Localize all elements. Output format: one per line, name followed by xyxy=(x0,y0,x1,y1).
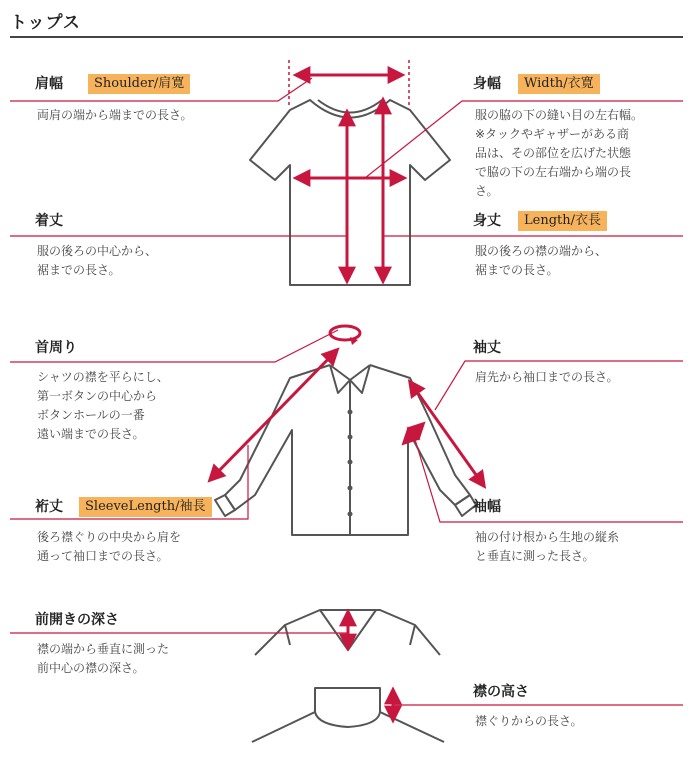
collar-height-desc-line: 襟ぐりからの長さ。 xyxy=(475,714,583,728)
shoulder-tag: Shoulder/肩寛 xyxy=(88,74,190,94)
sleeve-width-label: 袖幅 xyxy=(473,499,501,515)
section-title: トップス xyxy=(10,13,81,33)
neck-desc-line: シャツの襟を平らにし、 xyxy=(37,370,169,384)
tshirt-arrows xyxy=(289,60,409,281)
width-desc-line: ※タックやギャザーがある商 xyxy=(475,127,630,141)
yuki-desc-line: 通って袖口までの長さ。 xyxy=(37,549,169,563)
neck-desc-line: 遠い端までの長さ。 xyxy=(37,427,145,441)
shirt-arrows xyxy=(210,350,484,486)
sleeve-length-arrow xyxy=(410,382,484,486)
collar-height-label: 襟の高さ xyxy=(473,684,529,700)
sleeve-length-label: 袖丈 xyxy=(473,340,501,356)
body-length-label: 身丈 xyxy=(473,213,501,229)
shirt-illustration xyxy=(215,365,476,535)
sleeve-width-leader xyxy=(414,436,683,522)
sleeve-width-desc-line: 袖の付け根から生地の縦糸 xyxy=(475,530,620,544)
front-depth-desc-line: 襟の端から垂直に測った xyxy=(37,642,170,656)
width-tag: Width/衣寛 xyxy=(518,74,600,94)
yuki-tag: SleeveLength/袖長 xyxy=(79,497,212,517)
width-desc-line: で脇の下の左右端から端の長 xyxy=(475,165,632,179)
tshirt-illustration xyxy=(250,100,450,285)
total-length-label: 着丈 xyxy=(35,213,63,229)
width-label: 身幅 xyxy=(473,76,501,92)
sleeve-width-desc-line: と垂直に測った長さ。 xyxy=(475,549,595,563)
collar-illustration xyxy=(252,688,444,742)
yuki-label: 裄丈 xyxy=(35,499,63,515)
width-desc-line: 服の脇の下の縫い目の左右幅。 xyxy=(475,108,644,122)
front-depth-desc-line: 前中心の襟の深さ。 xyxy=(37,661,145,675)
shoulder-desc-line: 両肩の端から端までの長さ。 xyxy=(37,108,193,122)
body-length-desc-line: 裾までの長さ。 xyxy=(475,263,559,277)
neck-desc-line: 第一ボタンの中心から xyxy=(37,389,158,403)
neck-loop-arrow xyxy=(330,326,360,340)
total-length-desc-line: 裾までの長さ。 xyxy=(37,263,121,277)
front-depth-label: 前開きの深さ xyxy=(35,612,119,628)
body-length-desc-line: 服の後ろの襟の端から、 xyxy=(475,244,608,258)
neck-label: 首周り xyxy=(35,340,77,356)
yuki-desc-line: 後ろ襟ぐりの中央から肩を xyxy=(37,530,182,544)
total-length-desc-line: 服の後ろの中心から、 xyxy=(37,244,158,258)
sleeve-length-desc-line: 肩先から袖口までの長さ。 xyxy=(475,370,619,384)
width-desc-line: 品は、その部位を広げた状態 xyxy=(475,146,632,160)
shoulder-label: 肩幅 xyxy=(35,76,63,92)
neck-desc-line: ボタンホールの一番 xyxy=(37,408,145,422)
width-desc-line: さ。 xyxy=(475,184,499,198)
body-length-tag: Length/衣長 xyxy=(518,211,607,231)
